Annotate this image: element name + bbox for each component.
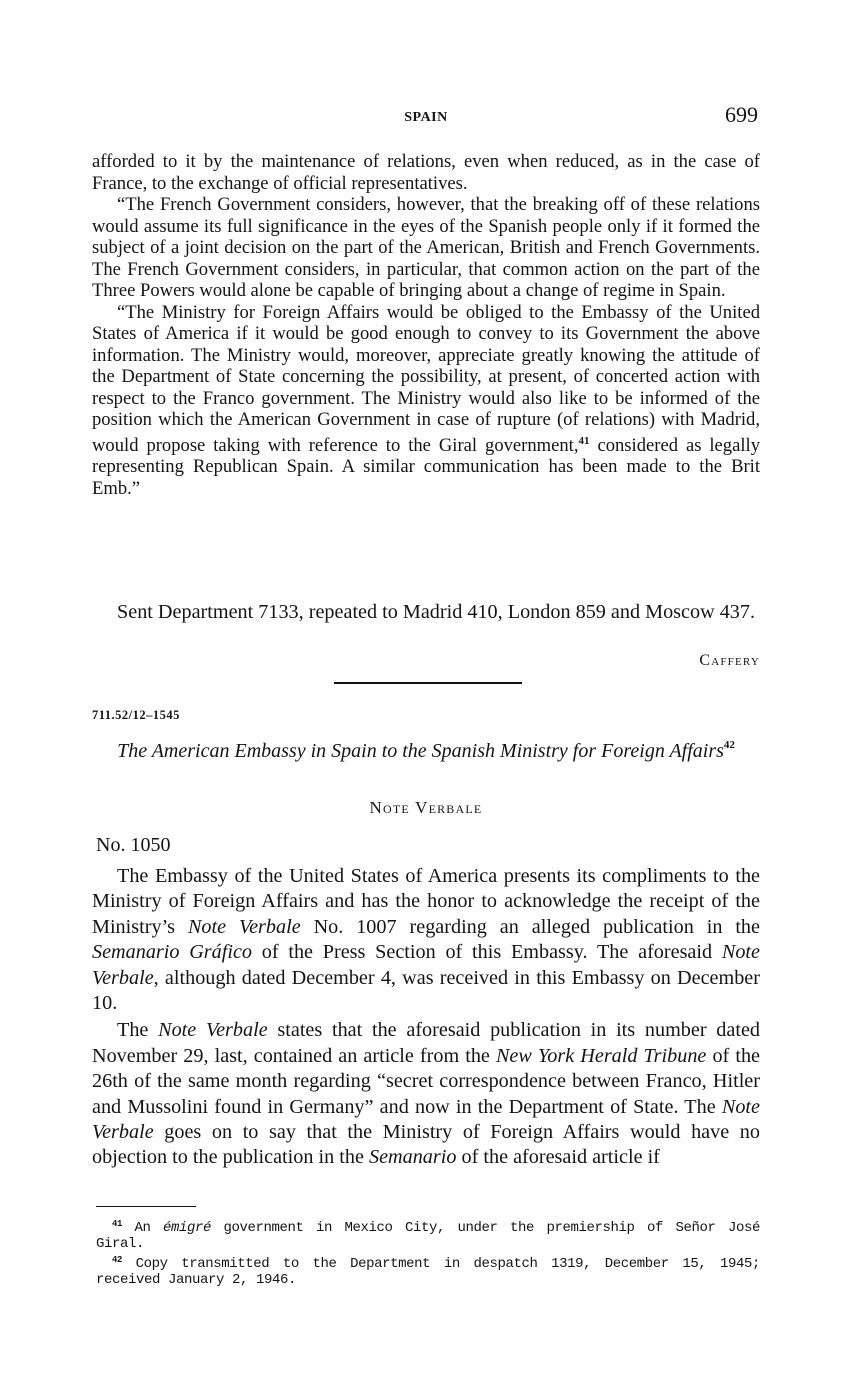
italic-run: Note Verbale <box>92 941 760 989</box>
footnote-reference[interactable]: 41 <box>578 434 590 447</box>
telegram-paragraph: “The French Government considers, however, that the breaking off of these relations would assume its full significance in the eyes of the Spanish people only if it formed the subject of a joint decision on the part of the American, British and French Governments. The French Government considers, in particular, that common action on the part of the Three Powers would alone be capable of bringing about a change of regime in Spain. <box>92 194 760 301</box>
sent-line: Sent Department 7133, repeated to Madrid 410, London 859 and Moscow 437. <box>117 601 756 623</box>
text-run: No. 1007 regarding an alleged publication in the <box>300 915 760 938</box>
footnote <box>96 1252 760 1288</box>
text-run: , although dated December 4, was received in this Embassy on December 10. <box>92 966 760 1015</box>
text-run: of the Press Section of this Embassy. The aforesaid <box>252 941 722 964</box>
telegram-text <box>92 151 760 499</box>
italic-run: New York Herald Tribune <box>495 1044 707 1067</box>
text-run: government in Mexico City, under the premiership of Señor José Giral. <box>96 1220 760 1252</box>
italic-run: Note Verbale <box>158 1019 268 1042</box>
text-run: An <box>122 1220 163 1236</box>
running-head <box>92 102 760 136</box>
text-run: of the aforesaid article if <box>456 1146 660 1169</box>
section-divider <box>334 682 522 684</box>
note-heading: Note Verbale <box>369 798 483 817</box>
text-run: states that the aforesaid publication in its number dated November 29, last, contained an article from the <box>92 1019 760 1067</box>
italic-run: Note Verbale <box>187 915 301 938</box>
footnote-mark: 42 <box>112 1255 123 1265</box>
text-run: goes on to say that the Ministry of Foreign Affairs would have no objection to the publication in the <box>92 1121 760 1169</box>
file-number: 711.52/12–1545 <box>92 708 180 722</box>
document-title-text: The American Embassy in Spain to the Spanish Ministry for Foreign Affairs <box>117 740 724 762</box>
running-title: SPAIN <box>404 110 448 125</box>
document-title <box>92 732 760 764</box>
telegram-paragraph: afforded to it by the maintenance of relations, even when reduced, as in the case of France, to the exchange of official representatives. <box>92 151 760 194</box>
footnotes <box>96 1216 760 1288</box>
footnote-reference[interactable]: 42 <box>723 739 735 751</box>
text-run: The Embassy of the United States of America presents its compliments to the Ministry of Foreign Affairs and has the honor to acknowledge the receipt of the Ministry’s <box>92 865 760 938</box>
text-run: “The Ministry for Foreign Affairs would be obliged to the Embassy of the United States of America if it would be good enough to convey to its Government the above information. The Ministry would, moreover, appreciate greatly knowing the attitude of the Department of State concerning the possibility, at present, of concerted action with respect to the Franco government. The Ministry would also like to be informed of the position which the American Government in case of rupture (of relations) with Madrid, would propose taking with reference to the Giral government, <box>92 301 760 456</box>
footnote-rule <box>96 1206 196 1207</box>
text-run: The <box>117 1019 159 1042</box>
signature: Caffery <box>699 652 760 669</box>
text-run: of the 26th of the same month regarding “secret correspondence between Franco, Hitler and Mussolini found in Germany” and now in the Department of State. The <box>92 1044 760 1118</box>
italic-run: Semanario Gráfico <box>92 941 253 964</box>
note-paragraph <box>92 1018 760 1170</box>
note-body <box>92 864 760 1171</box>
text-run: considered as legally representing Republican Spain. A similar communication has been made to the Brit Emb.” <box>92 434 760 499</box>
footnote <box>96 1216 760 1252</box>
note-paragraph <box>92 864 760 1016</box>
note-number: No. 1050 <box>96 834 171 856</box>
telegram-paragraph <box>92 302 760 500</box>
italic-run: Note Verbale <box>92 1095 760 1144</box>
italic-run: émigré <box>163 1220 212 1236</box>
footnote-mark: 41 <box>112 1219 123 1229</box>
text-run: Copy transmitted to the Department in despatch 1319, December 15, 1945; received January 2, 1946. <box>96 1256 760 1288</box>
italic-run: Semanario <box>368 1146 457 1169</box>
page-number: 699 <box>725 102 758 127</box>
